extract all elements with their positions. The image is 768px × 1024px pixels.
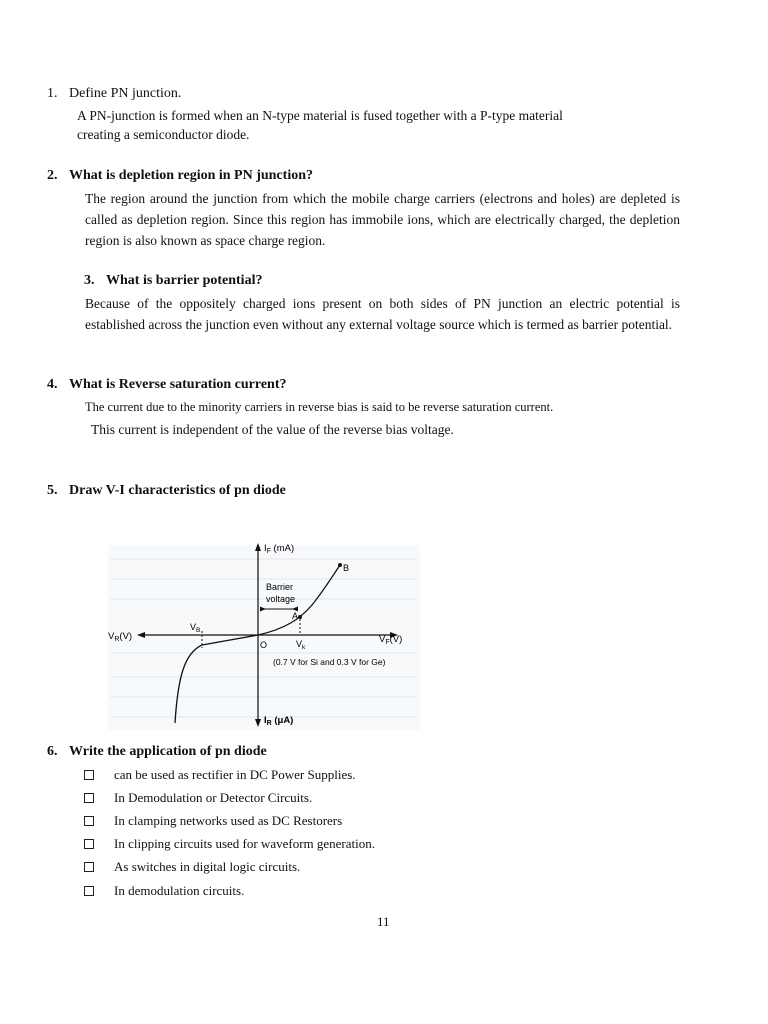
question-title: Draw V-I characteristics of pn diode xyxy=(69,483,286,498)
list-item: In clamping networks used as DC Restorers xyxy=(84,809,375,832)
question-number: 1. xyxy=(47,86,58,101)
vf-axis-label: $V_F(V)$ xyxy=(379,634,403,646)
if-axis-label: $I_F$ (mA) xyxy=(264,543,295,555)
list-item: As switches in digital logic circuits. xyxy=(84,856,375,879)
question-2 xyxy=(47,168,313,184)
question-title: Define PN junction. xyxy=(69,86,182,101)
point-b xyxy=(338,563,342,567)
checkbox-bullet-icon xyxy=(84,793,94,803)
barrier-label-line-2: voltage xyxy=(266,594,296,604)
question-number: 5. xyxy=(47,483,58,498)
barrier-label-line-1: Barrier xyxy=(266,582,294,592)
list-item: In clipping circuits used for waveform generation. xyxy=(84,833,375,856)
figure-background xyxy=(108,545,420,730)
point-a-label: A xyxy=(292,611,299,621)
answer-3-paragraph: Because of the oppositely charged ions present on both sides of PN junction an electric potential is established across the junction even without any external voltage source which is termed as barrier potential. xyxy=(85,296,680,332)
ir-axis-label: $I_R$ (μA) xyxy=(264,715,294,727)
question-number: 6. xyxy=(47,744,58,759)
origin-label: O xyxy=(260,640,268,650)
checkbox-bullet-icon xyxy=(84,770,94,780)
checkbox-bullet-icon xyxy=(84,839,94,849)
question-title: Write the application of pn diode xyxy=(69,744,267,759)
question-1 xyxy=(47,86,181,102)
answer-1-line-2: creating a semiconductor diode. xyxy=(77,127,250,142)
page-number: 11 xyxy=(377,914,390,929)
question-title: What is Reverse saturation current? xyxy=(69,377,287,392)
question-4 xyxy=(47,377,287,393)
point-a xyxy=(298,615,302,619)
answer-1-line-1: A PN-junction is formed when an N-type material is fused together with a P-type material xyxy=(77,108,563,123)
list-item: In demodulation circuits. xyxy=(84,879,375,902)
checkbox-bullet-icon xyxy=(84,862,94,872)
checkbox-bullet-icon xyxy=(84,886,94,896)
answer-4-line-1: The current due to the minority carriers in reverse bias is said to be reverse saturation current. xyxy=(85,400,554,414)
checkbox-bullet-icon xyxy=(84,816,94,826)
vk-label: $V_k$ xyxy=(296,639,306,651)
question-6 xyxy=(47,744,267,760)
vb-label: $V_B$ xyxy=(190,622,201,634)
vr-axis-label: $V_R(V)$ xyxy=(108,631,133,643)
vi-characteristics-figure xyxy=(100,535,420,735)
list-item: can be used as rectifier in DC Power Supplies. xyxy=(84,763,375,786)
question-title: What is barrier potential? xyxy=(106,273,263,288)
list-item: In Demodulation or Detector Circuits. xyxy=(84,786,375,809)
question-5 xyxy=(47,483,286,499)
question-3 xyxy=(84,273,262,289)
question-number: 3. xyxy=(84,273,95,288)
barrier-note: (0.7 V for Si and 0.3 V for Ge) xyxy=(273,657,386,667)
answer-2-paragraph: The region around the junction from which the mobile charge carriers (electrons and holes) are depleted is called as depletion region. Since this region has immobile ions, which are electrically charged, the depletion region is also known as space charge region. xyxy=(85,191,680,248)
answer-4-line-2: This current is independent of the value of the reverse bias voltage. xyxy=(91,422,454,437)
application-list xyxy=(84,763,375,902)
question-number: 2. xyxy=(47,168,58,183)
question-title: What is depletion region in PN junction? xyxy=(69,168,313,183)
point-b-label: B xyxy=(343,563,350,573)
question-number: 4. xyxy=(47,377,58,392)
